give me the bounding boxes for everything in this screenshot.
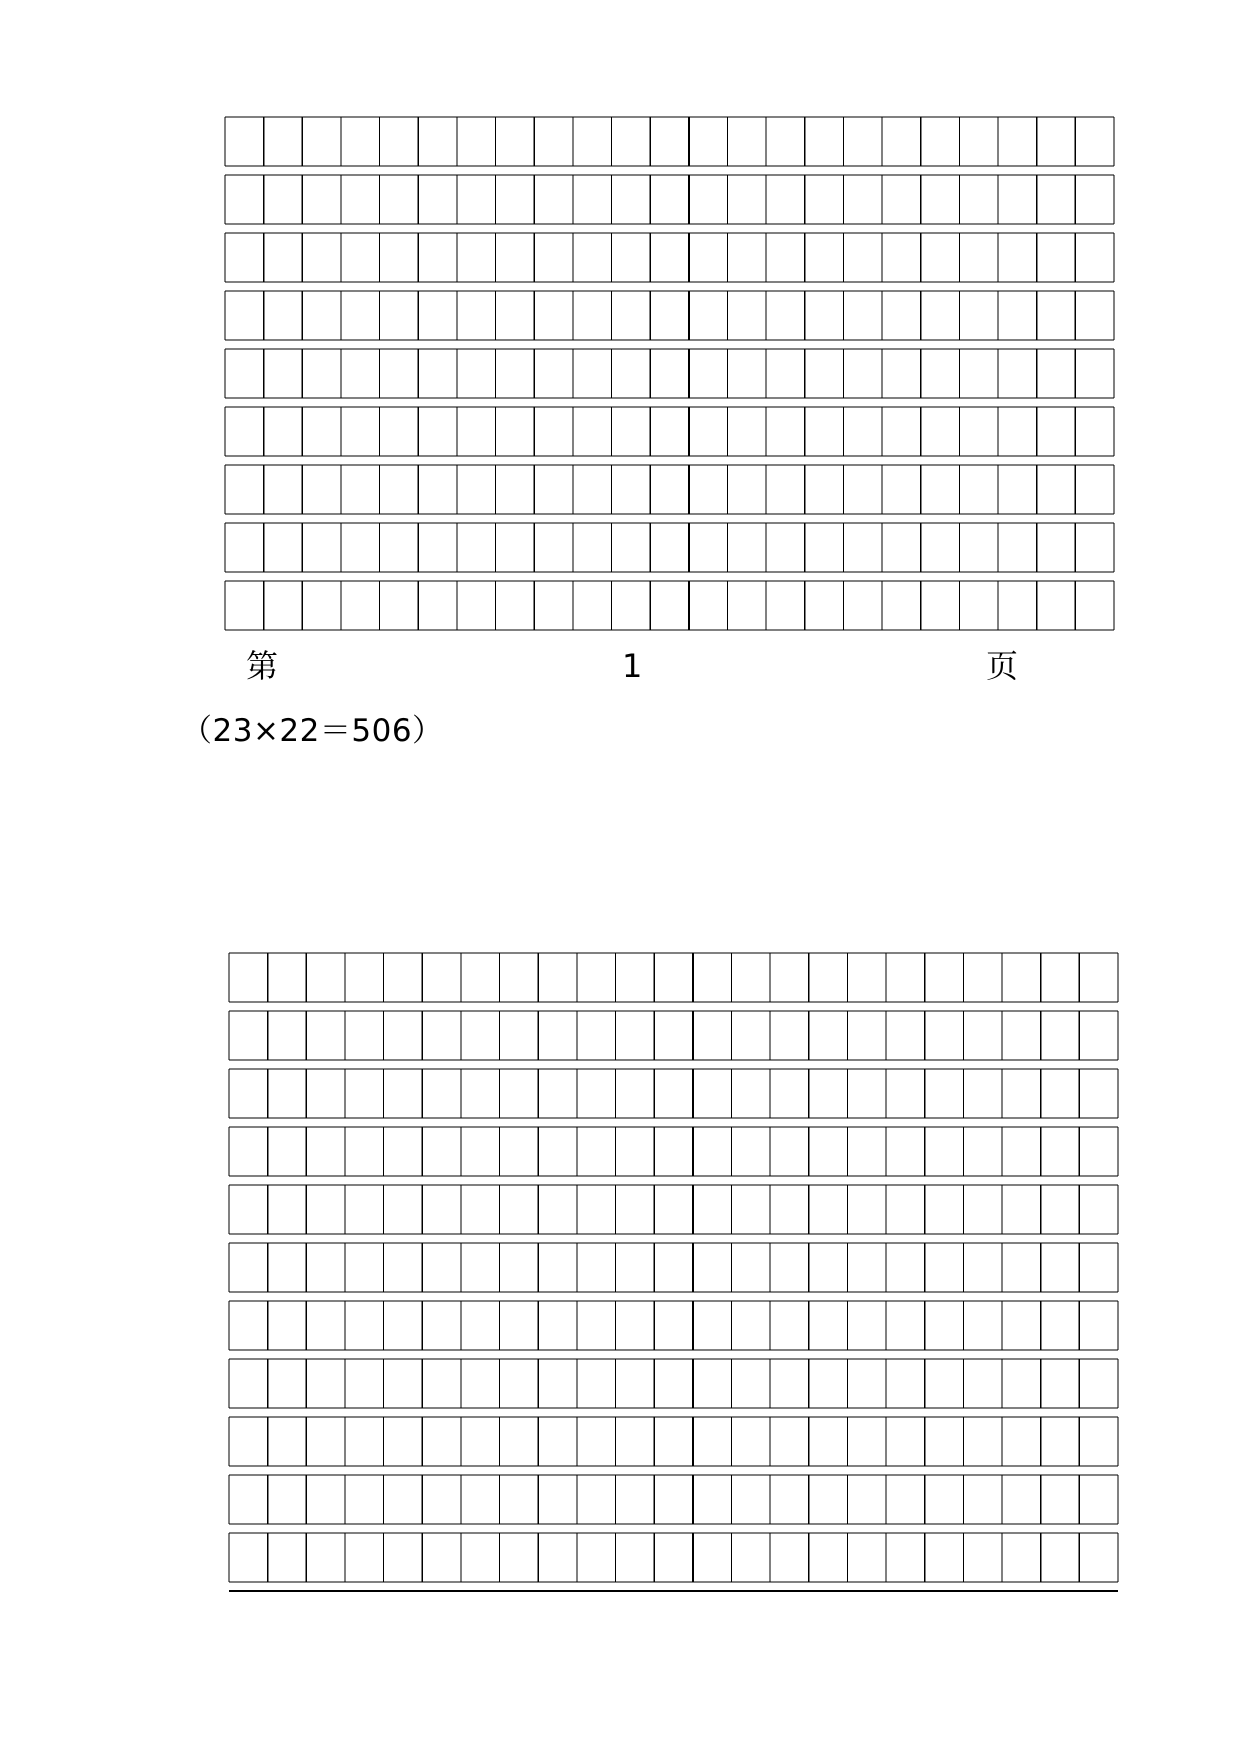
grid-capacity-formula: （23×22＝506） (181, 713, 444, 749)
footer-prefix: 第 (246, 647, 279, 685)
footer-suffix: 页 (986, 647, 1019, 685)
page-number: 1 (622, 647, 643, 685)
